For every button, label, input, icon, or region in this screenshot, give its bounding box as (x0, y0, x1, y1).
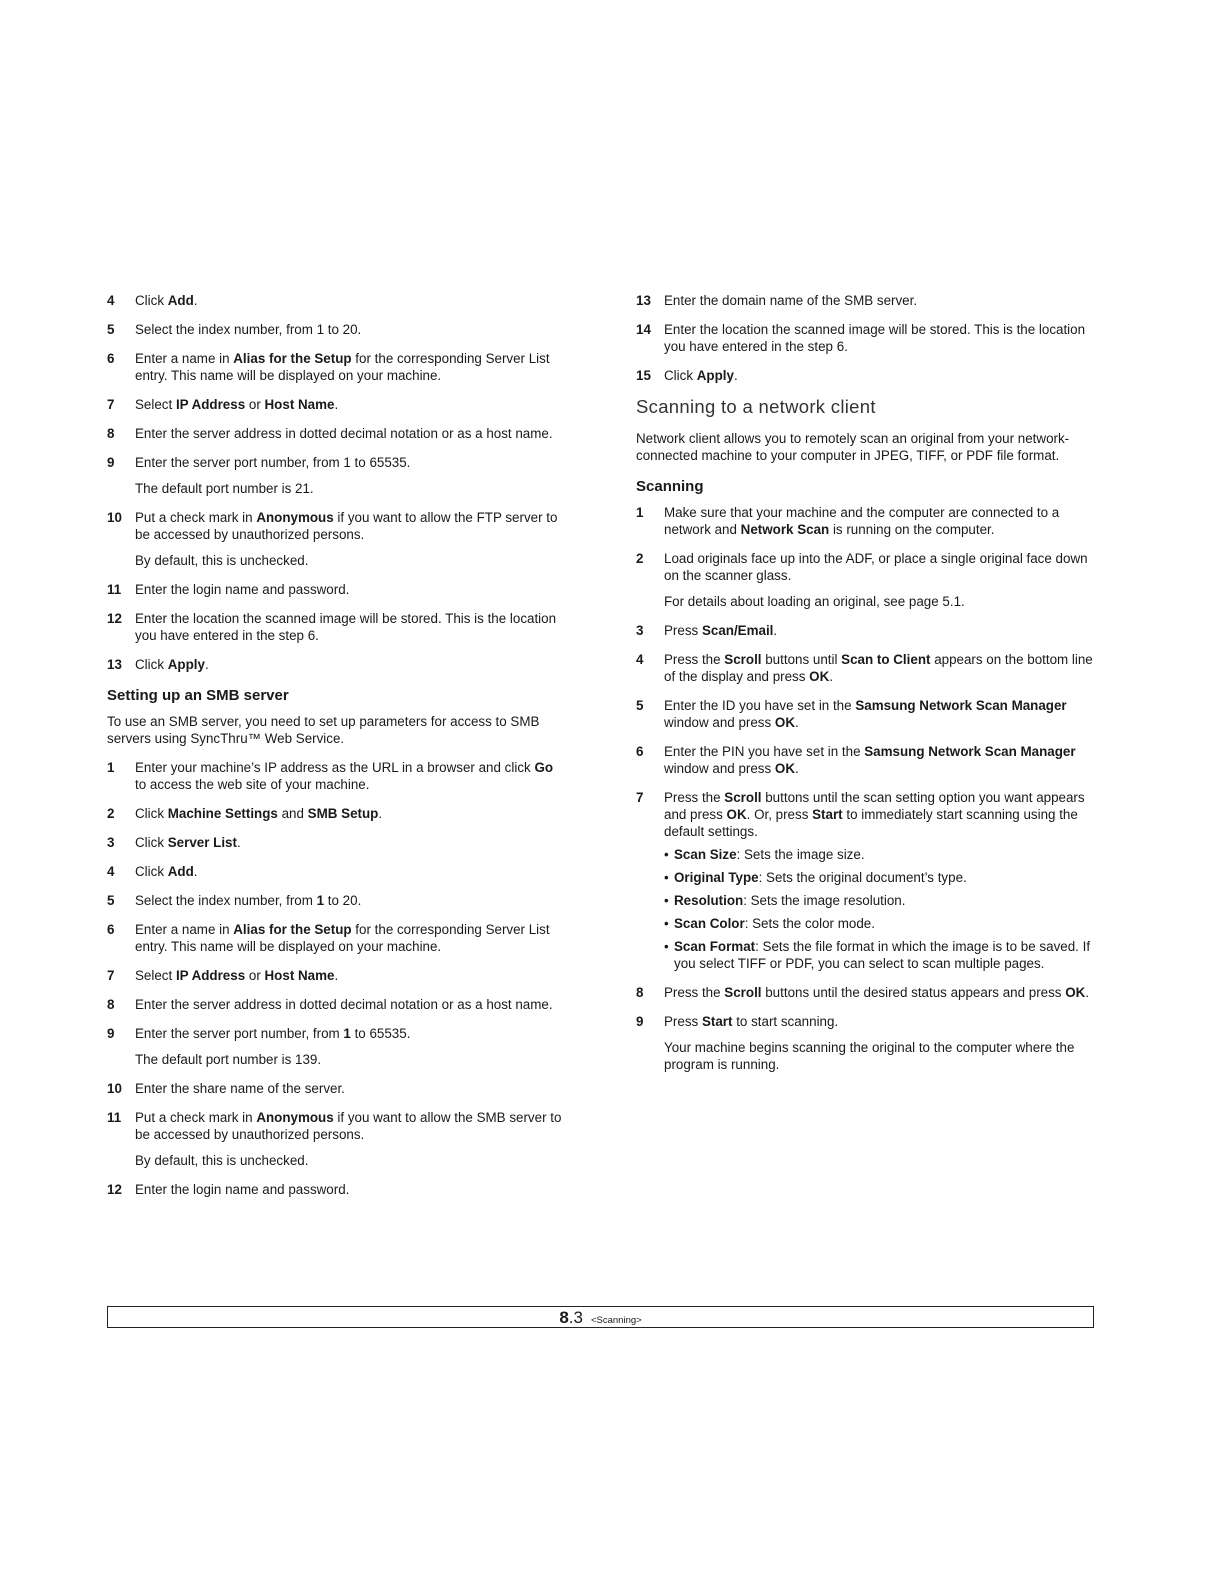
text-run: buttons until the desired status appears and press (761, 985, 1066, 1000)
smb-steps-continued (636, 292, 1096, 384)
text-run: to access the web site of your machine. (135, 777, 370, 792)
text-run: Click (135, 806, 168, 821)
text-run: . (334, 397, 339, 412)
step-text (135, 759, 567, 793)
text-run: Click (135, 864, 168, 879)
step-text (664, 622, 1096, 639)
text-run: for the corresponding Server List entry. This name will be displayed on your machine. (135, 922, 550, 954)
list-item (107, 759, 567, 793)
list-item (107, 610, 567, 644)
bold-term: Samsung Network Scan Manager (855, 698, 1067, 713)
text-run: if you want to allow the SMB server to be accessed by unauthorized persons. (135, 1110, 562, 1142)
bold-term: OK (1065, 985, 1086, 1000)
text-run: Make sure that your machine and the computer are connected to a network and (664, 505, 1060, 537)
text-run: Enter the login name and password. (135, 582, 350, 597)
bold-term: Scan Size (674, 847, 737, 862)
text-run: Put a check mark in (135, 1110, 257, 1125)
text-run: window and press (664, 715, 775, 730)
ftp-steps-continued (107, 292, 567, 673)
list-item (107, 1025, 567, 1068)
step-number: 3 (636, 623, 644, 638)
text-run: if you want to allow the FTP server to be accessed by unauthorized persons. (135, 510, 558, 542)
text-run: : Sets the file format in which the image is to be saved. If you select TIFF or PDF, you can select to scan multiple pages. (674, 939, 1091, 971)
text-run: Press the (664, 652, 725, 667)
smb-steps (107, 759, 567, 1198)
text-run: Enter the PIN you have set in the (664, 744, 865, 759)
bold-term: Add (167, 293, 194, 308)
text-run: . (193, 864, 198, 879)
text-run: to 65535. (350, 1026, 411, 1041)
step-number: 8 (636, 985, 644, 1000)
page-footer (107, 1306, 1094, 1328)
step-number: 9 (636, 1014, 644, 1029)
step-note: By default, this is unchecked. (135, 1153, 309, 1168)
text-run: . (733, 368, 738, 383)
text-run: Click (135, 293, 168, 308)
list-item (107, 805, 567, 822)
text-run: Put a check mark in (135, 510, 257, 525)
step-text (135, 863, 567, 880)
bold-term: Scroll (724, 652, 762, 667)
list-item (636, 504, 1096, 538)
list-item (636, 321, 1096, 355)
step-number: 12 (107, 611, 122, 626)
footer-text (108, 1308, 1093, 1328)
text-run: Select the index number, from (135, 893, 317, 908)
step-number: 4 (107, 293, 115, 308)
step-number: 11 (107, 1110, 122, 1125)
step-number: 2 (636, 551, 644, 566)
list-item (107, 996, 567, 1013)
bold-term: OK (774, 715, 795, 730)
text-run: Press (664, 1014, 702, 1029)
step-note: The default port number is 139. (135, 1052, 322, 1067)
text-run: : Sets the original document’s type. (758, 870, 967, 885)
bold-term: Resolution (674, 893, 744, 908)
smb-section-heading: Setting up an SMB server (107, 687, 289, 704)
bold-term: Apply (167, 657, 205, 672)
text-run: appears on the bottom line of the display and press (664, 652, 1093, 684)
bold-term: Scan Format (674, 939, 756, 954)
text-run: to 20. (324, 893, 362, 908)
network-client-intro: Network client allows you to remotely scan an original from your network-connected machine to your computer in JPEG, TIFF, or PDF file format. (636, 431, 1070, 463)
text-run: to start scanning. (732, 1014, 839, 1029)
bold-term: Original Type (674, 870, 759, 885)
bold-term: Server List (167, 835, 237, 850)
list-item (107, 581, 567, 598)
step-text (664, 504, 1096, 538)
chapter-number: 8 (559, 1308, 569, 1327)
step-text (135, 805, 567, 822)
step-number: 6 (107, 351, 115, 366)
bold-term: 1 (316, 893, 325, 908)
step-text (135, 996, 567, 1013)
list-item (107, 656, 567, 673)
text-run: Click (135, 657, 168, 672)
step-text (135, 292, 567, 309)
step-text (135, 834, 567, 851)
list-item (636, 550, 1096, 610)
step-text (664, 789, 1096, 840)
list-item (107, 396, 567, 413)
bold-term: Host Name (264, 397, 335, 412)
step-text (664, 367, 1096, 384)
step-number: 5 (107, 322, 115, 337)
step-number: 7 (107, 968, 115, 983)
step-number: 3 (107, 835, 115, 850)
step-number: 5 (107, 893, 115, 908)
list-item (107, 1080, 567, 1097)
text-run: or (245, 397, 265, 412)
option-item (664, 938, 1096, 972)
text-run: Select (135, 968, 176, 983)
text-run: Enter the location the scanned image will be stored. This is the location you have entered in the step 6. (664, 322, 1086, 354)
list-item (107, 892, 567, 909)
text-run: . (334, 968, 339, 983)
step-number: 10 (107, 510, 122, 525)
bold-term: Start (701, 1014, 733, 1029)
text-run: is running on the computer. (829, 522, 995, 537)
step-text (664, 743, 1096, 777)
step-number: 8 (107, 997, 115, 1012)
step-note: Your machine begins scanning the original to the computer where the program is running. (664, 1040, 1075, 1072)
step-number: 9 (107, 455, 115, 470)
list-item (107, 1109, 567, 1169)
text-run: Enter the share name of the server. (135, 1081, 345, 1096)
bold-term: Apply (696, 368, 734, 383)
step-text (135, 1181, 567, 1198)
list-item (636, 292, 1096, 309)
list-item (107, 425, 567, 442)
text-run: . (236, 835, 241, 850)
text-run: Select (135, 397, 176, 412)
step-text (135, 921, 567, 955)
text-run: Enter the domain name of the SMB server. (664, 293, 918, 308)
list-item (107, 1181, 567, 1198)
step-number: 13 (107, 657, 122, 672)
option-item (664, 846, 1096, 863)
step-note: For details about loading an original, see page 5.1. (664, 594, 965, 609)
step-text (135, 610, 567, 644)
scanning-steps (636, 504, 1096, 1073)
step-number: 1 (107, 760, 115, 775)
bold-term: IP Address (175, 397, 246, 412)
bold-term: Start (812, 807, 843, 822)
bold-term: Scan/Email (701, 623, 774, 638)
step-note: By default, this is unchecked. (135, 553, 309, 568)
chapter-label: <Scanning> (590, 1315, 642, 1326)
text-run: Enter the server address in dotted decimal notation or as a host name. (135, 426, 553, 441)
step-number: 10 (107, 1081, 122, 1096)
right-column (636, 292, 1096, 1085)
step-number: 9 (107, 1026, 115, 1041)
list-item (107, 509, 567, 569)
bold-term: Scroll (724, 985, 762, 1000)
text-run: . (829, 669, 833, 684)
left-column (107, 292, 567, 1210)
smb-section-intro: To use an SMB server, you need to set up parameters for access to SMB servers using SyncThru™ Web Service. (107, 714, 540, 746)
step-number: 6 (636, 744, 644, 759)
step-text (664, 321, 1096, 355)
text-run: Enter a name in (135, 351, 234, 366)
option-item (664, 915, 1096, 932)
step-text (664, 1013, 1096, 1030)
option-list (664, 846, 1096, 972)
step-number: 6 (107, 922, 115, 937)
step-text (135, 1109, 567, 1143)
text-run: Enter the server port number, from 1 to 65535. (135, 455, 411, 470)
text-run: buttons until (761, 652, 842, 667)
text-run: Enter your machine’s IP address as the URL in a browser and click (135, 760, 535, 775)
list-item (107, 967, 567, 984)
step-text (664, 697, 1096, 731)
list-item (107, 863, 567, 880)
text-run: : Sets the image size. (736, 847, 865, 862)
list-item (636, 622, 1096, 639)
text-run: . (193, 293, 198, 308)
text-run: Enter the server address in dotted decimal notation or as a host name. (135, 997, 553, 1012)
step-text (135, 892, 567, 909)
page-suffix: .3 (568, 1308, 583, 1327)
step-text (664, 292, 1096, 309)
text-run: Press the (664, 790, 725, 805)
step-text (135, 509, 567, 543)
bold-term: Scan to Client (841, 652, 931, 667)
step-number: 5 (636, 698, 644, 713)
list-item (107, 921, 567, 955)
list-item (107, 321, 567, 338)
step-number: 7 (107, 397, 115, 412)
step-number: 13 (636, 293, 651, 308)
step-number: 15 (636, 368, 651, 383)
step-number: 2 (107, 806, 115, 821)
step-text (135, 350, 567, 384)
step-number: 8 (107, 426, 115, 441)
list-item (107, 834, 567, 851)
list-item (636, 1013, 1096, 1073)
text-run: Enter a name in (135, 922, 234, 937)
bold-term: Add (167, 864, 194, 879)
bold-term: Network Scan (740, 522, 830, 537)
list-item (107, 292, 567, 309)
step-text (135, 454, 567, 471)
step-number: 4 (636, 652, 644, 667)
step-text (135, 1080, 567, 1097)
text-run: for the corresponding Server List entry. This name will be displayed on your machine. (135, 351, 550, 383)
bold-term: Anonymous (256, 1110, 334, 1125)
text-run: Load originals face up into the ADF, or place a single original face down on the scanner glass. (664, 551, 1088, 583)
step-note: The default port number is 21. (135, 481, 314, 496)
text-run: : Sets the image resolution. (743, 893, 906, 908)
text-run: window and press (664, 761, 775, 776)
step-number: 11 (107, 582, 122, 597)
step-text (135, 967, 567, 984)
step-text (135, 425, 567, 442)
bold-term: Samsung Network Scan Manager (864, 744, 1076, 759)
text-run: Click (664, 368, 697, 383)
bold-term: Scroll (724, 790, 762, 805)
network-client-section-title: Scanning to a network client (636, 396, 876, 417)
text-run: . (204, 657, 209, 672)
text-run: or (245, 968, 265, 983)
text-run: Enter the server port number, from (135, 1026, 344, 1041)
step-number: 14 (636, 322, 651, 337)
bold-term: SMB Setup (307, 806, 379, 821)
option-item (664, 892, 1096, 909)
text-run: Enter the ID you have set in the (664, 698, 856, 713)
list-item (636, 697, 1096, 731)
bold-term: Anonymous (256, 510, 334, 525)
option-item (664, 869, 1096, 886)
step-text (664, 550, 1096, 584)
step-text (664, 651, 1096, 685)
text-run: buttons until the scan setting option you want appears and press (664, 790, 1085, 822)
step-text (135, 396, 567, 413)
step-number: 7 (636, 790, 644, 805)
bold-term: Host Name (264, 968, 335, 983)
step-text (135, 1025, 567, 1042)
list-item (107, 350, 567, 384)
list-item (636, 651, 1096, 685)
bold-term: Go (534, 760, 554, 775)
text-run: . (795, 715, 799, 730)
step-text (135, 581, 567, 598)
bold-term: Machine Settings (167, 806, 278, 821)
text-run: . (378, 806, 383, 821)
text-run: : Sets the color mode. (744, 916, 875, 931)
page-number (559, 1308, 583, 1327)
bold-term: OK (809, 669, 830, 684)
text-run: Press the (664, 985, 725, 1000)
text-run: Select the index number, from 1 to 20. (135, 322, 362, 337)
text-run: . Or, press (746, 807, 813, 822)
text-run: Click (135, 835, 168, 850)
text-run: to immediately start scanning using the default settings. (664, 807, 1078, 839)
text-run: . (773, 623, 778, 638)
bold-term: IP Address (175, 968, 246, 983)
bold-term: Alias for the Setup (233, 351, 352, 366)
list-item (636, 367, 1096, 384)
step-number: 1 (636, 505, 644, 520)
list-item (636, 743, 1096, 777)
bold-term: 1 (343, 1026, 351, 1041)
step-text (135, 656, 567, 673)
text-run: and (277, 806, 308, 821)
step-number: 4 (107, 864, 115, 879)
list-item (107, 454, 567, 497)
step-text (135, 321, 567, 338)
list-item (636, 984, 1096, 1001)
text-run: . (1085, 985, 1090, 1000)
bold-term: Scan Color (674, 916, 745, 931)
list-item (636, 789, 1096, 972)
bold-term: OK (774, 761, 795, 776)
text-run: . (795, 761, 799, 776)
bold-term: OK (726, 807, 747, 822)
text-run: Enter the location the scanned image will be stored. This is the location you have entered in the step 6. (135, 611, 557, 643)
text-run: Press (664, 623, 702, 638)
bold-term: Alias for the Setup (233, 922, 352, 937)
text-run: Enter the login name and password. (135, 1182, 350, 1197)
scanning-heading: Scanning (636, 478, 704, 495)
step-number: 12 (107, 1182, 122, 1197)
step-text (664, 984, 1096, 1001)
